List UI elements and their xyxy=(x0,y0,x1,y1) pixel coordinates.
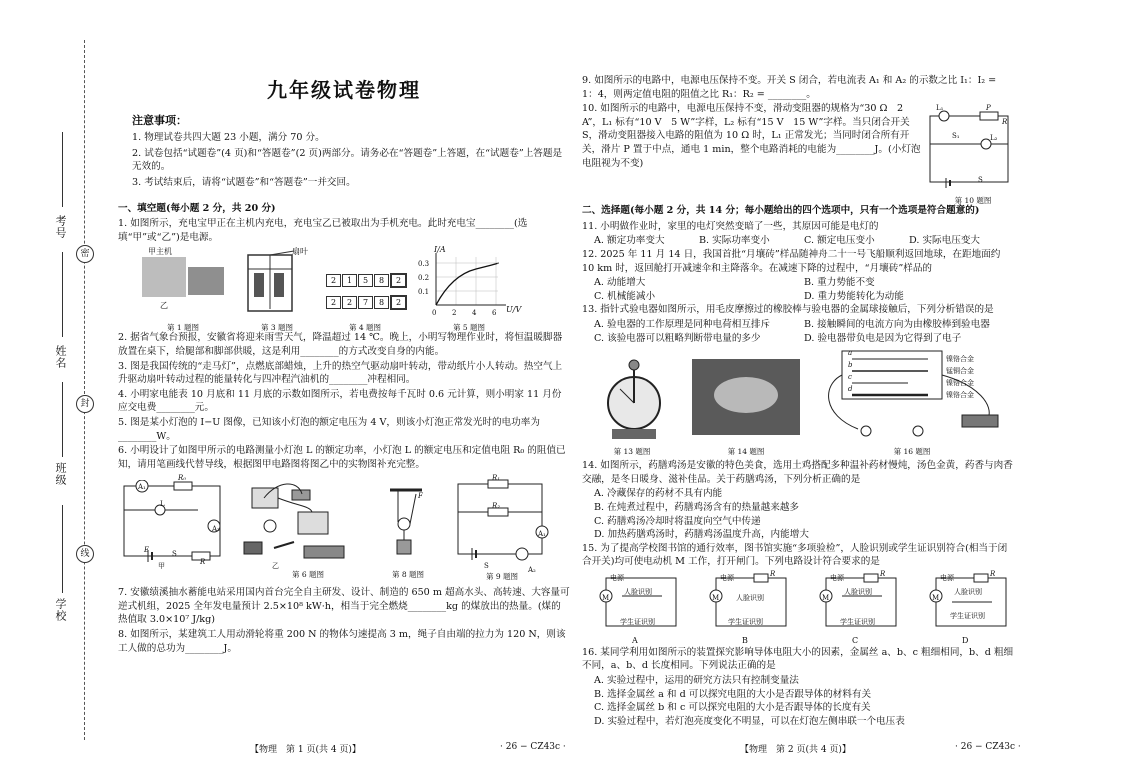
option: C. 机械能减小 xyxy=(594,290,656,302)
fig10-label-r: R xyxy=(1002,118,1008,127)
fig5-y-tick: 0.2 xyxy=(418,274,430,283)
option: D. 实际电压变大 xyxy=(909,235,981,247)
footer-left-code: · 26 − CZ43c · xyxy=(500,742,566,752)
figures-row-1 xyxy=(118,245,570,331)
fig10-label-s: S xyxy=(978,176,983,185)
fig5-y-tick: 0.3 xyxy=(418,260,430,269)
fig4-meters xyxy=(326,273,408,310)
fig13-electroscope xyxy=(604,359,664,443)
fig10-label-l1: L₁ xyxy=(936,104,944,113)
question-15: 15. 为了提高学校图书馆的通行效率，图书馆实施“多项验检”，人脸识别或学生证识别符合(相当于闭合开关)均可使电动机 M 工作，打开闸门。下列电路设计符合要求的是 xyxy=(582,542,1008,568)
option: C. 选择金属丝 b 和 c 可以探究电阻的大小是否跟导体的长度有关 xyxy=(594,702,871,714)
fig1-photo-host xyxy=(142,257,186,297)
option: A. 冷藏保存的药材不具有内能 xyxy=(594,488,723,500)
fig5-caption: 第 5 题图 xyxy=(452,323,486,333)
meter-digit: 2 xyxy=(342,296,357,309)
fig5-x-label: U/V xyxy=(506,305,522,315)
question-7: 7. 安徽绩溪抽水蓄能电站采用国内首台完全自主研发、设计、制造的 650 m 超高水头、高转速、大容量可逆式机组，2025 全年发电量预计 2.5×10⁸ kW·h，相当于完全燃烧________kg 的煤放出的热量。(煤的热值取 3.0×10⁷ J/kg) xyxy=(118,587,570,626)
option: A. 实验过程中，运用的研究方法只有控制变量法 xyxy=(594,675,799,687)
option: C. 该验电器可以粗略判断带电量的多少 xyxy=(594,332,761,344)
fig10-label-s1: S₁ xyxy=(952,132,960,141)
option: B. 接触瞬间的电流方向为由橡胶棒到验电器 xyxy=(804,318,990,330)
fig8-label-f: F xyxy=(418,492,423,501)
fig16-material: 锰铜合金 xyxy=(946,367,974,376)
meter-digit: 8 xyxy=(374,296,389,309)
fig6-label-yi: 乙 xyxy=(272,562,279,571)
left-page xyxy=(118,70,570,656)
fig1-label-yi: 乙 xyxy=(160,301,168,311)
question-6: 6. 小明设计了如图甲所示的电路测量小灯泡 L 的额定功率，小灯泡 L 的额定电压和定值电阻 R₀ 的阻值已知，请用笔画线代替导线，根据图甲电路图将图乙中的实物图补充完整。 xyxy=(118,445,566,470)
fig5-y-label: I/A xyxy=(434,245,446,255)
fig9-label-r1: R₁ xyxy=(492,474,501,483)
exam-no-label: 考号 xyxy=(54,215,67,239)
exam-no-line xyxy=(62,132,63,207)
seal-char-feng: 封 xyxy=(76,395,94,413)
question-13: 13. 指针式验电器如图所示，用毛皮摩擦过的橡胶棒与验电器的金属球接触后，下列分析错误的是 xyxy=(582,304,994,316)
fig13-caption: 第 13 题图 xyxy=(613,447,651,457)
seal-dashed-line xyxy=(84,40,85,740)
fig9-label-a1: A₁ xyxy=(538,530,546,539)
meter-digit: 1 xyxy=(342,274,357,287)
fig6-label-jia: 甲 xyxy=(158,562,165,571)
q12-options-row2 xyxy=(594,290,1014,304)
fig8-caption: 第 8 题图 xyxy=(391,570,425,580)
fig15-power-label: 电源 xyxy=(720,573,734,582)
fig4-caption: 第 4 题图 xyxy=(348,323,382,333)
fig3-lantern xyxy=(242,245,314,317)
fig15-face-label: 人脸识别 xyxy=(736,593,764,602)
option: B. 实际功率变小 xyxy=(699,235,770,247)
fig6-caption: 第 6 题图 xyxy=(291,570,325,580)
question-11: 11. 小明做作业时，家里的电灯突然变暗了一些，其原因可能是电灯的 xyxy=(582,220,879,232)
question-8: 8. 如图所示，某建筑工人用动滑轮将重 200 N 的物体匀速提高 3 m，绳子自由端的拉力为 120 N，则该工人做的总功为________J。 xyxy=(118,629,566,654)
meter-row-nov xyxy=(326,295,408,310)
fig16-wire-c: c xyxy=(848,373,852,382)
fig15-face-label: 人脸识别 xyxy=(624,587,652,596)
fig15-letter-a: A xyxy=(632,635,638,645)
fig16-wire-a: a xyxy=(848,349,853,358)
question-16: 16. 某同学利用如图所示的装置探究影响导体电阻大小的因素，金属丝 a、b、c 粗细相同，b、d 粗细不同，a、b、d 长度相同。下列说法正确的是 xyxy=(582,646,1014,672)
class-line xyxy=(62,382,63,457)
fig9-circuit xyxy=(452,476,552,564)
fig10-circuit xyxy=(922,102,1012,206)
fig1-label-jia: 甲主机 xyxy=(148,247,172,257)
footer-right-code: · 26 − CZ43c · xyxy=(955,742,1021,752)
option: A. 验电器的工作原理是同种电荷相互排斥 xyxy=(594,318,771,330)
option: B. 在炖煮过程中，药膳鸡汤含有的热量越来越多 xyxy=(594,501,800,513)
fig15-card-label: 学生证识别 xyxy=(950,611,985,620)
fig5-x-tick: 2 xyxy=(452,309,457,318)
section1-heading: 一、填空题(每小题 2 分，共 20 分) xyxy=(118,202,276,214)
q13-options-row1 xyxy=(594,318,1014,332)
fig15-r-label: R xyxy=(770,569,776,578)
question-4: 4. 小明家电能表 10 月底和 11 月底的示数如图所示，若电费按每千瓦时 0.6 元计算，则小明家 11 月份应交电费________元。 xyxy=(118,388,562,414)
option: D. 实验过程中，若灯泡亮度变化不明显，可以在灯泡左侧串联一个电压表 xyxy=(594,715,905,727)
fig15-m-label: M xyxy=(822,593,830,602)
notice-item: 1. 物理试卷共四大题 23 小题，满分 70 分。 xyxy=(132,132,325,144)
notice-item: 3. 考试结束后，请将“试题卷”和“答题卷”一并交回。 xyxy=(132,176,356,188)
question-3: 3. 图是我国传统的“走马灯”，点燃底部蜡烛，上升的热空气驱动扇叶转动，带动纸片小人转动。热空气上升驱动扇叶转动过程的能量转化与四冲程汽油机的________冲程相同。 xyxy=(118,360,563,386)
fig15-option-c xyxy=(812,569,902,645)
fig14-chicken-soup-photo xyxy=(692,359,800,435)
fig16-caption: 第 16 题图 xyxy=(893,447,931,457)
fig15-option-a xyxy=(592,572,682,644)
name-label: 姓名 xyxy=(54,345,67,369)
notice-heading: 注意事项： xyxy=(132,113,187,127)
footer-right: 【物理 第 2 页(共 4 页)】 xyxy=(740,745,851,755)
option: A. 额定功率变大 xyxy=(594,235,665,247)
fig15-power-label: 电源 xyxy=(830,573,844,582)
class-label: 班级 xyxy=(54,462,67,486)
q13-options-row2 xyxy=(594,332,1014,346)
meter-digit: 8 xyxy=(374,274,389,287)
fig1-chargers xyxy=(138,245,228,317)
fig15-card-label: 学生证识别 xyxy=(728,617,763,626)
fig9-caption: 第 9 题图 xyxy=(485,572,519,582)
question-2: 2. 据省气象台预报，安徽省将迎来雨雪天气，降温超过 14 ℃。晚上，小明写物理作业时，将恒温暖脚器放置在桌下，给腿部和脚部供暖，这是利用________的方式改变自身的内能。 xyxy=(118,332,563,357)
fig6-label-e: E xyxy=(144,546,150,555)
fig15-power-label: 电源 xyxy=(610,573,624,582)
fig15-card-label: 学生证识别 xyxy=(840,617,875,626)
meter-digit: 2 xyxy=(326,296,341,309)
question-14: 14. 如图所示，药膳鸡汤是安徽的特色美食，选用土鸡搭配多种温补药材慢炖，汤色金黄，药香与肉香交融，是冬日暖身、滋补佳品。关于药膳鸡汤，下列分析正确的是 xyxy=(582,460,1013,485)
fig6-label-a1: A₁ xyxy=(138,483,146,492)
fig15-m-label: M xyxy=(602,593,610,602)
fig15-circuits xyxy=(582,570,1014,646)
page-title: 九年级试卷物理 xyxy=(267,78,421,102)
option: B. 选择金属丝 a 和 d 可以探究电阻的大小是否跟导体的材料有关 xyxy=(594,688,872,700)
fig15-face-label: 人脸识别 xyxy=(844,587,872,596)
fig6-physical-circuit xyxy=(238,476,358,566)
fig15-r-label: R xyxy=(880,569,886,578)
right-page xyxy=(582,74,1014,728)
fig5-iu-graph xyxy=(418,245,522,319)
q11-options xyxy=(594,234,1014,248)
fig6-label-l: L xyxy=(160,500,165,509)
fig9-label-s: S xyxy=(484,562,489,571)
fig15-r-label: R xyxy=(990,569,996,578)
fig5-x-tick: 0 xyxy=(432,309,437,318)
seal-char-mi: 密 xyxy=(76,245,94,263)
fig5-x-tick: 4 xyxy=(472,309,477,318)
footer-left: 【物理 第 1 页(共 4 页)】 xyxy=(250,745,361,755)
fig15-letter-d: D xyxy=(962,635,969,645)
fig5-x-tick: 6 xyxy=(492,309,497,318)
fig16-material: 镍铬合金 xyxy=(946,379,974,388)
binding-strip xyxy=(0,0,100,776)
question-9: 9. 如图所示的电路中，电源电压保持不变。开关 S 闭合，若电流表 A₁ 和 A₂ 的示数之比 I₁：I₂ = 1：4，则两定值电阻的阻值之比 R₁：R₂ = ________。 xyxy=(582,75,997,100)
meter-digit: 2 xyxy=(326,274,341,287)
fig16-wire-b: b xyxy=(848,361,853,370)
fig15-option-b xyxy=(702,569,792,645)
fig6-label-r: R xyxy=(200,558,206,567)
fig15-m-label: M xyxy=(712,593,720,602)
meter-digit: 2 xyxy=(390,295,407,310)
option: D. 验电器带负电是因为它得到了电子 xyxy=(804,332,962,344)
name-line xyxy=(62,252,63,337)
option: A. 动能增大 xyxy=(594,277,646,289)
fig15-card-label: 学生证识别 xyxy=(620,617,655,626)
school-line xyxy=(62,505,63,593)
fig9-label-a2: A₂ xyxy=(528,566,536,575)
fig16-material: 镍铬合金 xyxy=(946,355,974,364)
fig9-label-r2: R₂ xyxy=(492,502,501,511)
fig10-label-p: P xyxy=(986,104,991,113)
meter-row-oct xyxy=(326,273,408,288)
fig6-label-r0: R₀ xyxy=(178,474,187,483)
fig14-caption: 第 14 题图 xyxy=(727,447,765,457)
figures-row-3 xyxy=(582,345,1014,459)
meter-digit: 5 xyxy=(358,274,373,287)
fig15-m-label: M xyxy=(932,593,940,602)
q12-options-row1 xyxy=(594,276,1014,290)
option: C. 额定电压变小 xyxy=(804,235,875,247)
fig3-label-fan: 扇叶 xyxy=(292,247,308,257)
option: D. 加热药膳鸡汤时，药膳鸡汤温度升高，内能增大 xyxy=(594,529,809,541)
fig6-label-s: S xyxy=(172,550,177,559)
q10-block xyxy=(582,102,1014,206)
fig10-label-l2: L₂ xyxy=(990,134,998,143)
option: C. 药膳鸡汤冷却时将温度向空气中传递 xyxy=(594,515,761,527)
fig3-caption: 第 3 题图 xyxy=(260,323,294,333)
fig15-face-label: 人脸识别 xyxy=(954,587,982,596)
seal-char-xian: 线 xyxy=(76,545,94,563)
fig6-label-a2: A₂ xyxy=(212,525,220,534)
school-label: 学校 xyxy=(54,598,67,622)
fig15-option-d xyxy=(922,569,1012,645)
fig10-caption: 第 10 题图 xyxy=(954,196,992,206)
figures-row-2 xyxy=(118,472,570,582)
question-12: 12. 2025 年 11 月 14 日，我国首批“月壤砖”样品随神舟二十一号飞船顺利返回地球，在距地面约 10 km 时，返回舱打开减速伞和主降落伞。在减速下降的过程中，“月壤砖”样品的 xyxy=(582,248,1001,274)
question-1: 1. 如图所示，充电宝甲正在主机内充电，充电宝乙已被取出为手机充电。此时充电宝________(选填“甲”或“乙”)是电源。 xyxy=(118,218,528,243)
question-5: 5. 图是某小灯泡的 I−U 图像，已知该小灯泡的额定电压为 4 V，则该小灯泡正常发光时的电功率为________W。 xyxy=(118,416,540,442)
fig15-letter-b: B xyxy=(742,635,748,645)
fig15-power-label: 电源 xyxy=(940,573,954,582)
fig1-caption: 第 1 题图 xyxy=(166,323,200,333)
section2-heading: 二、选择题(每小题 2 分，共 14 分；每小题给出的四个选项中，只有一个选项是符合题意的) xyxy=(582,205,980,217)
meter-digit: 2 xyxy=(390,273,407,288)
fig15-letter-c: C xyxy=(852,635,859,645)
option: B. 重力势能不变 xyxy=(804,277,875,289)
fig5-y-tick: 0.1 xyxy=(418,288,430,297)
meter-digit: 7 xyxy=(358,296,373,309)
fig16-wire-d: d xyxy=(848,385,853,394)
fig16-apparatus xyxy=(818,345,1004,441)
question-10: 10. 如图所示的电路中，电源电压保持不变，滑动变阻器的规格为“30 Ω 2 A”，L₁ 标有“10 V 5 W”字样，L₂ 标有“15 V 15 W”字样。当只闭合开关 S，滑动变阻器接入电路的阻值为 10 Ω 时，L₁ 正常发光；当同时闭合所有开关，滑片 P 置于中点，通电 1 min，整个电路消耗的电能为________J。(小灯泡电阻视为不变) xyxy=(582,103,921,169)
fig16-material: 镍铬合金 xyxy=(946,391,974,400)
fig3-lantern-drawing xyxy=(242,249,302,315)
option: D. 重力势能转化为动能 xyxy=(804,290,904,302)
fig1-photo-phone xyxy=(188,267,224,295)
notice-item: 2. 试卷包括“试题卷”(4 页)和“答题卷”(2 页)两部分。请务必在“答题卷”上答题，在“试题卷”上答题是无效的。 xyxy=(132,147,563,173)
